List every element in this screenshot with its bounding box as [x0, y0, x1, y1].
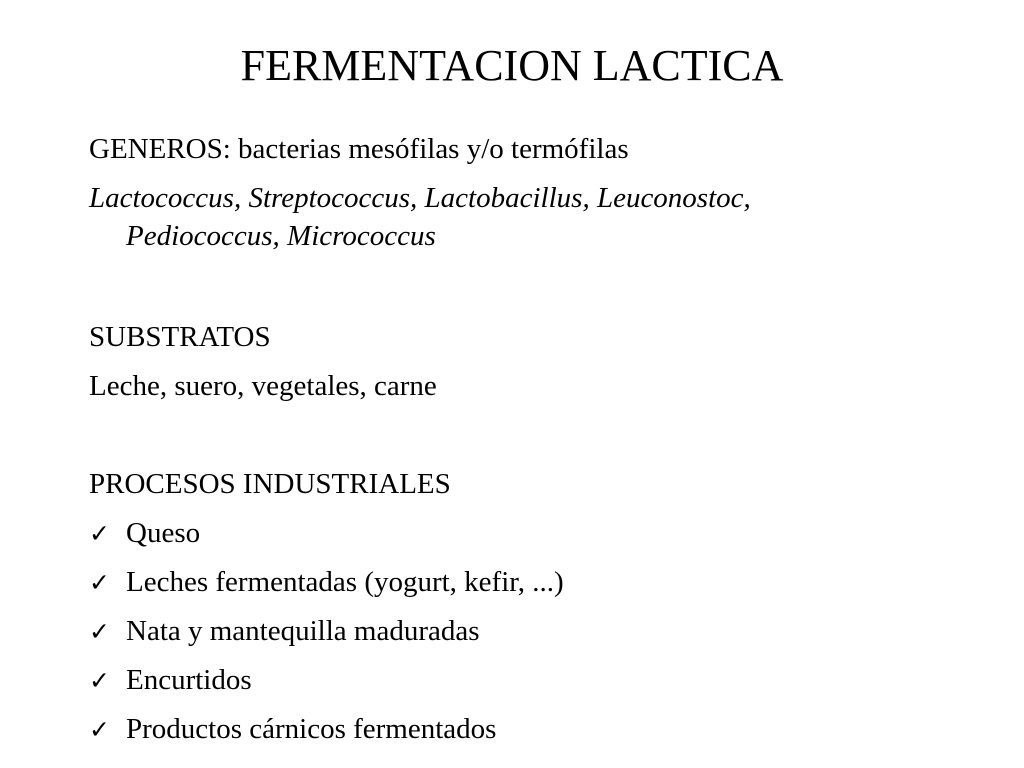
list-item-label: Queso — [126, 517, 201, 549]
checkmark-icon: ✓ — [89, 715, 110, 744]
checkmark-icon: ✓ — [89, 519, 110, 548]
substratos-list: Leche, suero, vegetales, carne — [89, 370, 437, 402]
substratos-heading: SUBSTRATOS — [89, 321, 271, 353]
list-item-label: Leches fermentadas (yogurt, kefir, ...) — [126, 566, 564, 598]
list-item-label: Productos cárnicos fermentados — [126, 713, 497, 745]
procesos-heading: PROCESOS INDUSTRIALES — [89, 468, 451, 500]
generos-heading: GENEROS: bacterias mesófilas y/o termófilas — [89, 133, 629, 165]
list-item — [89, 563, 969, 602]
generos-list-line-2: Pediococcus, Micrococcus — [126, 220, 436, 252]
checkmark-icon: ✓ — [89, 568, 110, 597]
generos-list-line-1: Lactococcus, Streptococcus, Lactobacillus, Leuconostoc, — [89, 182, 751, 214]
list-item — [89, 514, 969, 553]
slide-title: FERMENTACION LACTICA — [240, 41, 784, 90]
list-item — [89, 710, 969, 749]
generos-list — [89, 179, 969, 255]
list-item — [89, 612, 969, 651]
list-item-label: Nata y mantequilla maduradas — [126, 615, 480, 647]
checkmark-icon: ✓ — [89, 666, 110, 695]
checkmark-icon: ✓ — [89, 617, 110, 646]
list-item — [89, 661, 969, 700]
list-item-label: Encurtidos — [126, 664, 252, 696]
